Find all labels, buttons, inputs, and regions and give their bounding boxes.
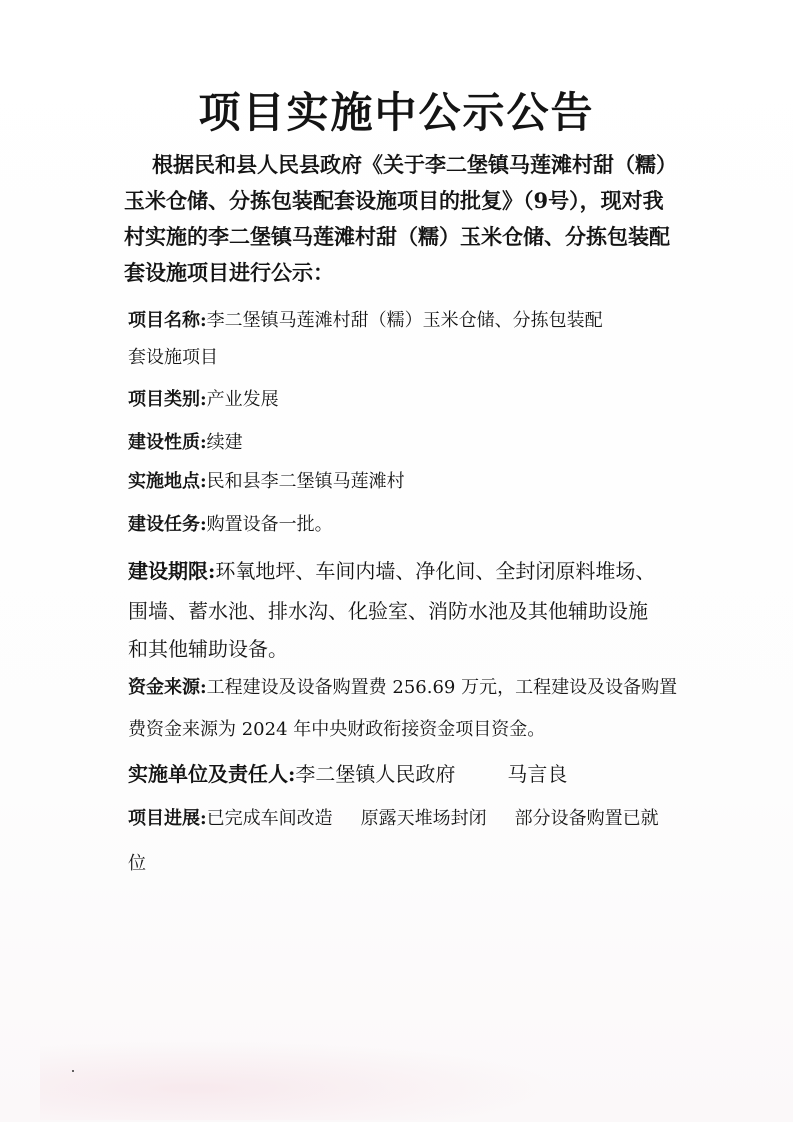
intro-line-4: 套设施项目进行公示：	[124, 260, 334, 285]
project-progress-line-2: 位	[128, 853, 146, 874]
progress-item-3: 部分设备购置已就	[514, 808, 659, 829]
construction-nature-label: 建设性质:	[128, 432, 207, 453]
responsible-unit-label: 实施单位及责任人:	[128, 762, 296, 786]
construction-period-row	[128, 555, 655, 584]
construction-period-line-2: 围墙、蓄水池、排水沟、化验室、消防水池及其他辅助设施	[128, 599, 648, 623]
progress-item-1: 已完成车间改造	[206, 808, 333, 829]
funding-source-row	[128, 673, 677, 699]
project-category-label: 项目类别:	[128, 389, 207, 410]
page-title: 项目实施中公示公告	[198, 88, 595, 137]
progress-item-2: 原露天堆场封闭	[360, 808, 487, 829]
construction-period-value: 环氧地坪、车间内墙、净化间、全封闭原料堆场、	[215, 559, 656, 583]
project-name-line-2: 套设施项目	[128, 347, 218, 368]
project-progress-row	[128, 804, 659, 830]
construction-task-value: 购置设备一批。	[206, 514, 333, 535]
intro-line-2: 玉米仓储、分拣包装配套设施项目的批复》（9号），现对我	[124, 188, 664, 213]
intro-line-1: 根据民和县人民县政府《关于李二堡镇马莲滩村甜（糯）	[152, 152, 677, 177]
project-progress-label: 项目进展:	[128, 808, 207, 829]
project-category-value: 产业发展	[206, 389, 279, 410]
construction-period-label: 建设期限:	[128, 559, 216, 583]
funding-source-label: 资金来源:	[128, 677, 207, 698]
responsible-unit-row	[128, 758, 567, 787]
location-value: 民和县李二堡镇马莲滩村	[206, 471, 405, 492]
construction-nature-row	[128, 428, 243, 454]
construction-task-label: 建设任务:	[128, 514, 207, 535]
paper-speck	[72, 1070, 74, 1072]
project-name-value: 李二堡镇马莲滩村甜（糯）玉米仓储、分拣包装配	[206, 310, 603, 331]
construction-nature-value: 续建	[206, 432, 243, 453]
funding-source-line-2: 费资金来源为 2024 年中央财政衔接资金项目资金。	[128, 719, 546, 740]
location-row	[128, 467, 405, 493]
location-label: 实施地点:	[128, 471, 207, 492]
funding-source-value: 工程建设及设备购置费 256.69 万元，工程建设及设备购置	[206, 677, 678, 698]
project-name-label: 项目名称:	[128, 310, 207, 331]
construction-task-row	[128, 510, 333, 536]
responsible-unit-org: 李二堡镇人民政府	[295, 762, 456, 786]
construction-period-line-3: 和其他辅助设备。	[128, 637, 288, 661]
project-category-row	[128, 385, 279, 411]
paper-smudge	[40, 1040, 560, 1120]
responsible-person: 马言良	[507, 762, 568, 786]
project-name-row	[128, 306, 603, 332]
intro-line-3: 村实施的李二堡镇马莲滩村甜（糯）玉米仓储、分拣包装配	[124, 224, 670, 249]
